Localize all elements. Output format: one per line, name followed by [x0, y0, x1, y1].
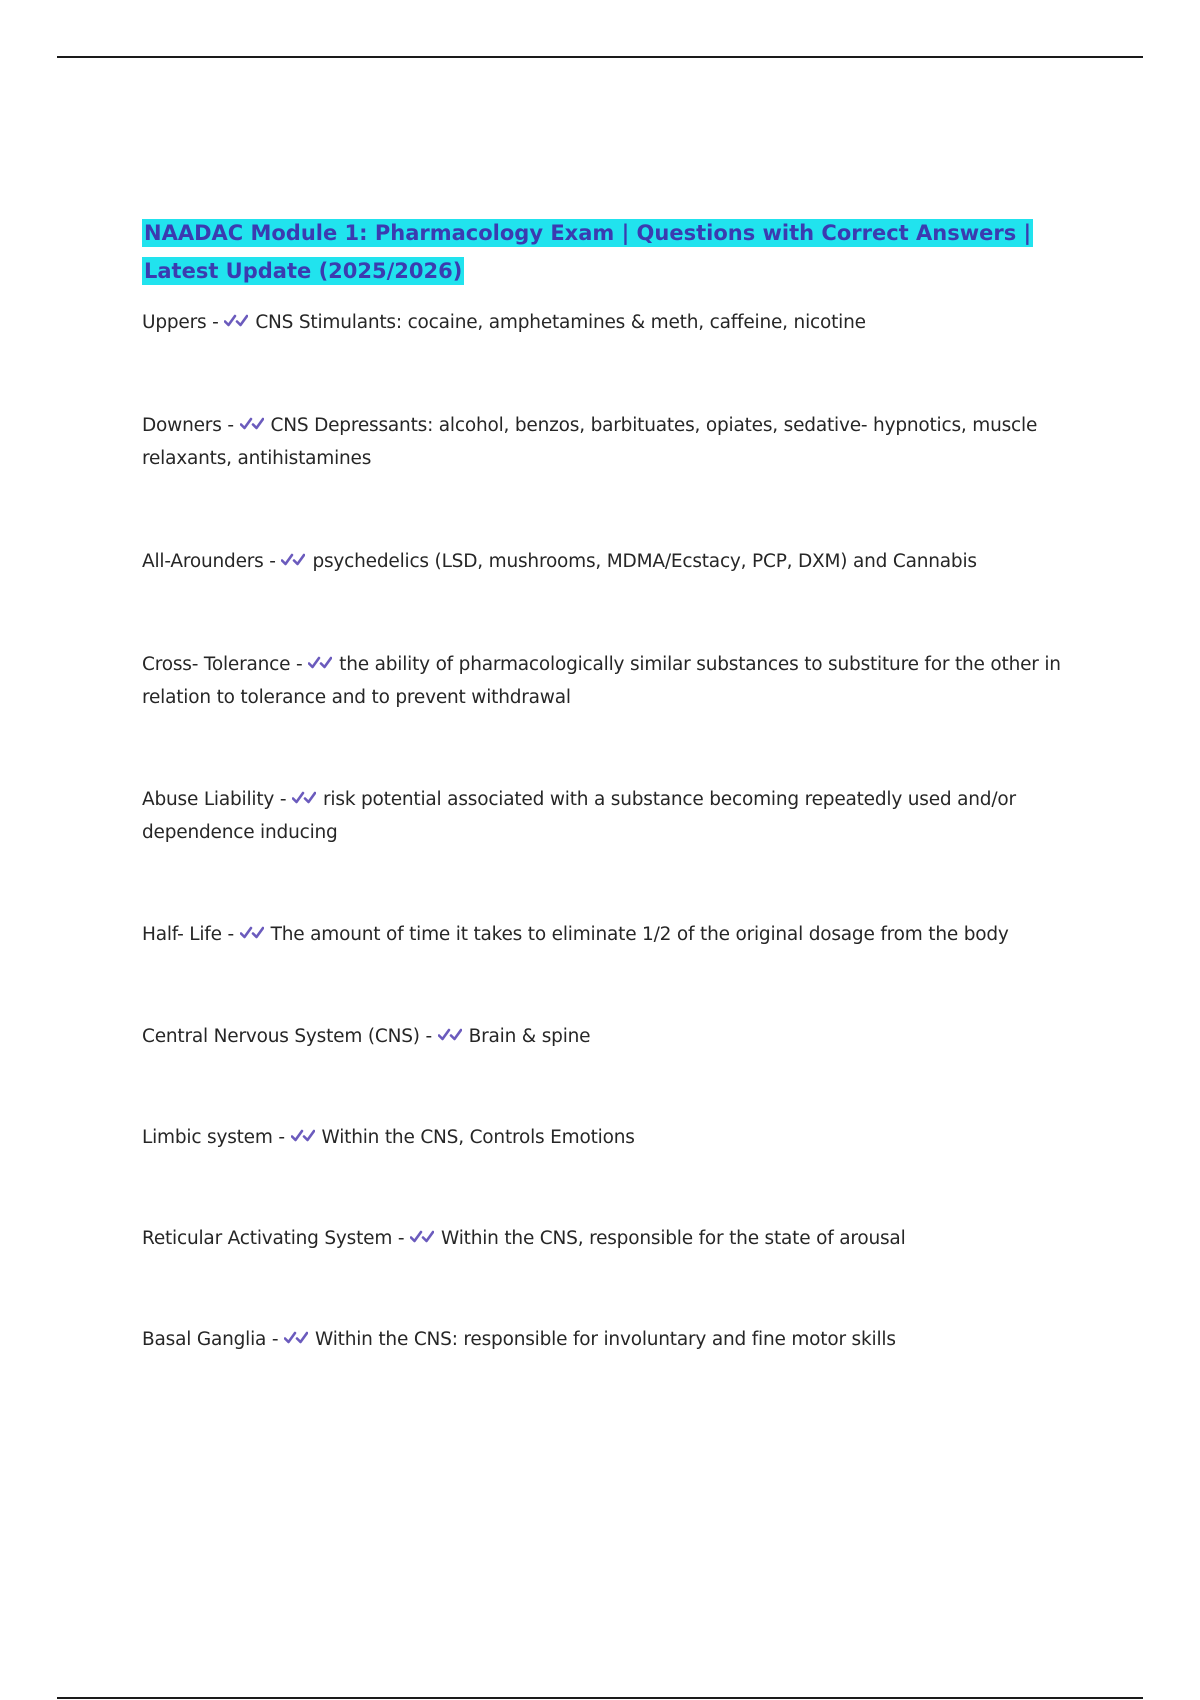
answer: CNS Depressants: alcohol, benzos, barbituates, opiates, sedative- hypnotics, muscle relaxants, antihistamines: [142, 415, 1038, 469]
qa-item: [142, 409, 1062, 475]
answer: Brain & spine: [468, 1026, 591, 1047]
double-check-icon: [284, 1329, 308, 1347]
separator: -: [274, 789, 293, 810]
qa-item: [142, 918, 1062, 951]
double-check-icon: [410, 1228, 434, 1246]
document-title: [142, 214, 1062, 290]
double-check-icon: [438, 1026, 462, 1044]
qa-item: [142, 783, 1062, 849]
answer: Within the CNS, Controls Emotions: [321, 1127, 635, 1148]
separator: -: [272, 1127, 291, 1148]
term: Limbic system: [142, 1127, 273, 1148]
separator: -: [419, 1026, 438, 1047]
separator: -: [206, 312, 225, 333]
double-check-icon: [281, 551, 305, 569]
qa-item: [142, 1323, 1062, 1356]
qa-item: [142, 648, 1062, 714]
double-check-icon: [240, 924, 264, 942]
qa-item: [142, 545, 1062, 578]
bottom-divider: [57, 1697, 1143, 1699]
separator: -: [221, 415, 240, 436]
term: Reticular Activating System: [142, 1228, 393, 1249]
separator: -: [266, 1329, 285, 1350]
answer: CNS Stimulants: cocaine, amphetamines & meth, caffeine, nicotine: [255, 312, 866, 333]
qa-item: [142, 306, 1062, 339]
separator: -: [221, 924, 240, 945]
term: Central Nervous System (CNS): [142, 1026, 420, 1047]
answer: Within the CNS, responsible for the state of arousal: [441, 1228, 906, 1249]
separator: -: [392, 1228, 411, 1249]
double-check-icon: [224, 312, 248, 330]
double-check-icon: [291, 1127, 315, 1145]
qa-item: [142, 1222, 1062, 1255]
term: All-Arounders: [142, 551, 264, 572]
answer: psychedelics (LSD, mushrooms, MDMA/Ecstacy, PCP, DXM) and Cannabis: [312, 551, 977, 572]
answer: risk potential associated with a substance becoming repeatedly used and/or dependence inducing: [142, 789, 1016, 843]
term: Abuse Liability: [142, 789, 275, 810]
qa-item: [142, 1020, 1062, 1053]
term: Cross- Tolerance: [142, 654, 291, 675]
document-body: [142, 214, 1062, 1356]
qa-item: [142, 1121, 1062, 1154]
term: Downers: [142, 415, 222, 436]
double-check-icon: [308, 654, 332, 672]
double-check-icon: [292, 789, 316, 807]
term: Basal Ganglia: [142, 1329, 267, 1350]
answer: Within the CNS: responsible for involuntary and fine motor skills: [315, 1329, 896, 1350]
document-title-text: NAADAC Module 1: Pharmacology Exam | Questions with Correct Answers | Latest Update (2025/2026): [144, 221, 1032, 283]
separator: -: [263, 551, 282, 572]
qa-list: [142, 306, 1062, 1356]
term: Uppers: [142, 312, 207, 333]
answer: the ability of pharmacologically similar substances to substiture for the other in relation to tolerance and to prevent withdrawal: [142, 654, 1061, 708]
separator: -: [290, 654, 309, 675]
term: Half- Life: [142, 924, 222, 945]
top-divider: [57, 56, 1143, 58]
answer: The amount of time it takes to eliminate 1/2 of the original dosage from the body: [270, 924, 1009, 945]
double-check-icon: [240, 415, 264, 433]
